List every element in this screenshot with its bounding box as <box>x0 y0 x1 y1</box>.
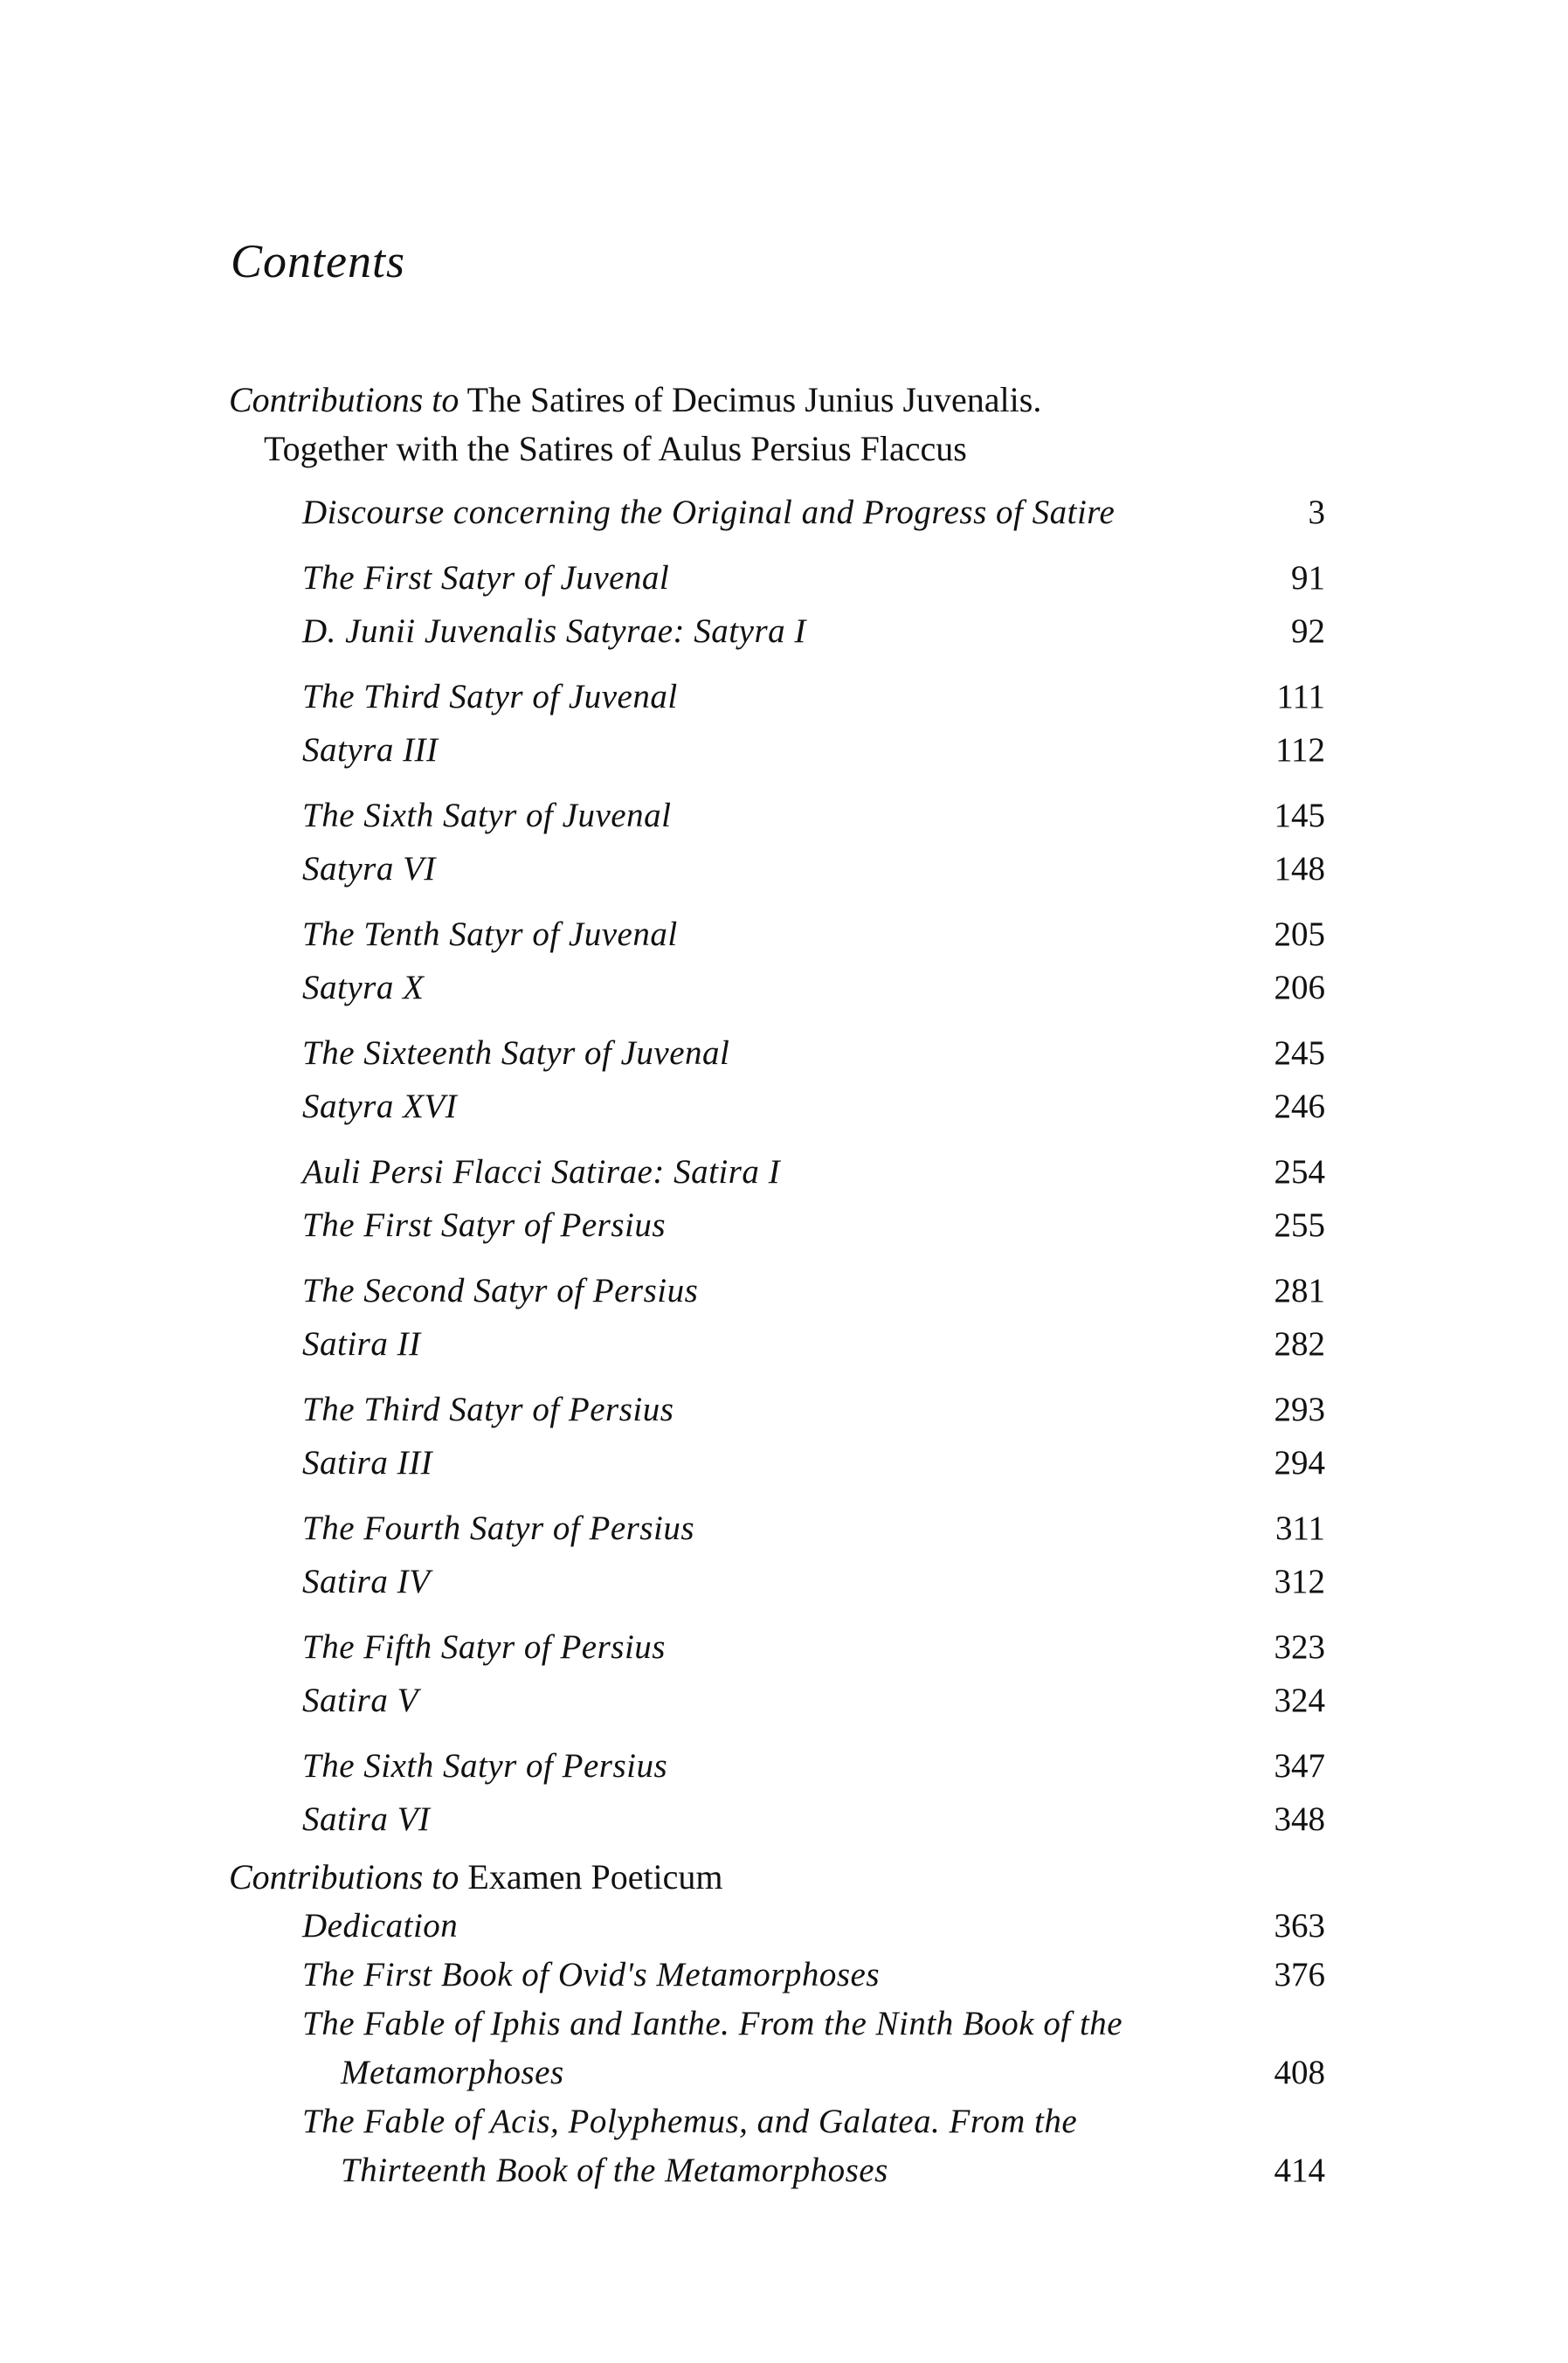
entry-page-number: 323 <box>1274 1628 1325 1666</box>
entry-title: The Third Satyr of Juvenal <box>302 678 678 715</box>
entry-title: Satira II <box>302 1325 421 1363</box>
entry-title: The Tenth Satyr of Juvenal <box>302 915 678 953</box>
toc-group <box>229 1026 1325 1133</box>
entry-title: Satyra X <box>302 969 425 1006</box>
entry-title: The Fourth Satyr of Persius <box>302 1510 694 1547</box>
entry-page-number: 245 <box>1274 1034 1325 1072</box>
toc-entry[interactable] <box>229 723 1325 777</box>
entry-title: Satira V <box>302 1682 418 1719</box>
toc-group <box>229 1145 1325 1252</box>
entry-page-number: 254 <box>1274 1153 1325 1191</box>
toc-entry[interactable] <box>229 486 1325 539</box>
entry-title-block <box>302 2097 1325 2195</box>
toc-entry[interactable] <box>229 2097 1325 2195</box>
toc-entry[interactable] <box>229 670 1325 723</box>
toc-entry[interactable] <box>229 789 1325 842</box>
entry-page-number: 145 <box>1274 797 1325 834</box>
entry-title-continued: Thirteenth Book of the Metamorphoses <box>341 2152 888 2189</box>
entry-page-number: 206 <box>1274 969 1325 1006</box>
entry-title: Satyra XVI <box>302 1088 458 1125</box>
toc-entry[interactable] <box>229 1674 1325 1727</box>
page-title: Contents <box>231 235 406 287</box>
section-prefix: Contributions to <box>229 380 459 419</box>
toc-entry[interactable] <box>229 1555 1325 1608</box>
entry-title: The Fifth Satyr of Persius <box>302 1628 666 1666</box>
toc-entry[interactable] <box>229 605 1325 658</box>
table-of-contents <box>229 376 1325 2195</box>
entry-page-number: 311 <box>1274 1510 1325 1547</box>
entry-page-number: 112 <box>1274 731 1325 769</box>
toc-entry[interactable] <box>229 1026 1325 1080</box>
entry-title: Satyra III <box>302 731 439 769</box>
entry-title: The First Satyr of Persius <box>302 1206 667 1244</box>
toc-entry[interactable] <box>229 1317 1325 1371</box>
toc-entry[interactable] <box>229 1080 1325 1133</box>
entry-page-number: 408 <box>1274 2054 1325 2091</box>
entry-page-number: 348 <box>1274 1800 1325 1838</box>
entry-page-number: 347 <box>1274 1747 1325 1785</box>
entry-page-number: 293 <box>1274 1391 1325 1428</box>
entry-title: Satira VI <box>302 1800 431 1838</box>
entry-page-number: 363 <box>1274 1907 1325 1945</box>
entry-page-number: 148 <box>1274 850 1325 888</box>
section-heading-juvenal <box>229 376 1325 473</box>
entry-page-number: 281 <box>1274 1272 1325 1309</box>
toc-group <box>229 486 1325 539</box>
section-work-title: Examen Poeticum <box>467 1857 723 1897</box>
toc-entry[interactable] <box>229 908 1325 961</box>
entry-title: The First Book of Ovid's Metamorphoses <box>302 1956 881 1993</box>
toc-entry[interactable] <box>229 1951 1325 2000</box>
toc-entry[interactable] <box>229 842 1325 895</box>
entry-title: The Third Satyr of Persius <box>302 1391 674 1428</box>
toc-entry[interactable] <box>229 1436 1325 1489</box>
entry-title: The Fable of Iphis and Ianthe. From the Ninth Book of the <box>302 2005 1123 2042</box>
toc-group <box>229 1902 1325 2195</box>
toc-group <box>229 1383 1325 1489</box>
entry-title: D. Junii Juvenalis Satyrae: Satyra I <box>302 612 806 650</box>
entry-title: The First Satyr of Juvenal <box>302 559 670 597</box>
entry-page-number: 3 <box>1308 494 1325 531</box>
entry-title: The Sixteenth Satyr of Juvenal <box>302 1034 730 1072</box>
toc-group <box>229 1620 1325 1727</box>
toc-group <box>229 551 1325 658</box>
toc-entry[interactable] <box>229 1902 1325 1951</box>
entry-page-number: 414 <box>1274 2152 1325 2189</box>
entry-page-number: 205 <box>1274 915 1325 953</box>
section-heading-examen-poeticum <box>229 1853 1325 1902</box>
entry-title: Auli Persi Flacci Satirae: Satira I <box>302 1153 781 1191</box>
entry-title: Satyra VI <box>302 850 436 888</box>
entry-page-number: 246 <box>1274 1088 1325 1125</box>
entry-title: The Sixth Satyr of Persius <box>302 1747 668 1785</box>
entry-title: Satira IV <box>302 1563 431 1600</box>
toc-entry[interactable] <box>229 1383 1325 1436</box>
toc-group <box>229 1502 1325 1608</box>
entry-title: Dedication <box>302 1907 459 1945</box>
entry-title-continued: Metamorphoses <box>341 2054 564 2091</box>
entry-title: The Second Satyr of Persius <box>302 1272 699 1309</box>
entry-page-number: 111 <box>1276 678 1325 715</box>
entry-page-number: 324 <box>1274 1682 1325 1719</box>
toc-group <box>229 908 1325 1014</box>
toc-entry[interactable] <box>229 551 1325 605</box>
toc-entry[interactable] <box>229 2000 1325 2097</box>
section-work-title: The Satires of Decimus Junius Juvenalis. <box>466 380 1042 419</box>
toc-group <box>229 789 1325 895</box>
entry-page-number: 91 <box>1291 559 1325 597</box>
toc-entry[interactable] <box>229 1739 1325 1793</box>
toc-group <box>229 1739 1325 1846</box>
entry-page-number: 376 <box>1274 1956 1325 1993</box>
entry-title: The Fable of Acis, Polyphemus, and Galatea. From the <box>302 2103 1078 2140</box>
entry-page-number: 92 <box>1291 612 1325 650</box>
toc-entry[interactable] <box>229 1620 1325 1674</box>
toc-group <box>229 1264 1325 1371</box>
toc-entry[interactable] <box>229 1502 1325 1555</box>
entry-page-number: 312 <box>1274 1563 1325 1600</box>
toc-entry[interactable] <box>229 1793 1325 1846</box>
entry-page-number: 294 <box>1274 1444 1325 1482</box>
entry-page-number: 255 <box>1274 1206 1325 1244</box>
entry-title-block <box>302 2000 1325 2097</box>
section-prefix: Contributions to <box>229 1857 459 1897</box>
toc-entry[interactable] <box>229 1199 1325 1252</box>
toc-entry[interactable] <box>229 1264 1325 1317</box>
entry-page-number: 282 <box>1274 1325 1325 1363</box>
toc-group <box>229 670 1325 777</box>
section-work-title-continued: Together with the Satires of Aulus Persius Flaccus <box>264 429 967 468</box>
entry-title: Discourse concerning the Original and Progress of Satire <box>302 494 1116 531</box>
entry-title: The Sixth Satyr of Juvenal <box>302 797 672 834</box>
entry-title: Satira III <box>302 1444 433 1482</box>
toc-entry[interactable] <box>229 961 1325 1014</box>
toc-entry[interactable] <box>229 1145 1325 1199</box>
